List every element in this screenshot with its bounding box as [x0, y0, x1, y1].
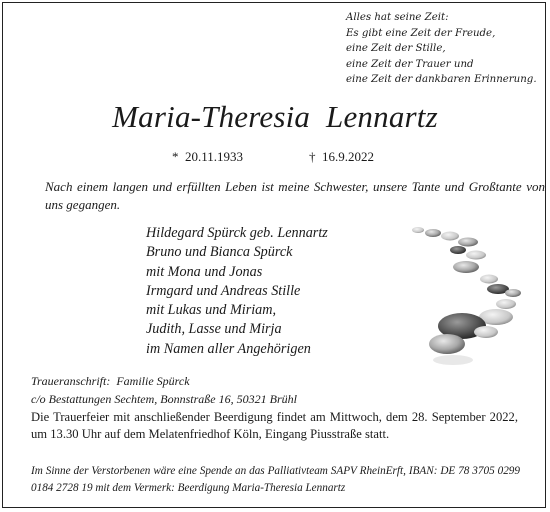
mourner-line: Judith, Lasse und Mirja — [146, 321, 282, 338]
poem-line: eine Zeit der Trauer und — [346, 58, 474, 70]
mourner-line: mit Mona und Jonas — [146, 263, 263, 280]
donation-text: Im Sinne der Verstorbenen wäre eine Spende an das Palliativteam SAPV RheinErft, IBAN: DE 78 3705 0299 0184 2728 19 mit dem Vermerk: Beerdigung Maria-Theresia Lennartz — [31, 465, 520, 494]
birth-date: * 20.11.1933 — [172, 149, 244, 164]
address-line: Traueranschrift: Familie Spürck — [31, 374, 190, 388]
death-date: † 16.9.2022 — [309, 149, 374, 164]
poem-line: eine Zeit der Stille, — [346, 43, 446, 54]
deceased-name: Maria-Theresia Lennartz — [112, 99, 438, 134]
mourner-line: Hildegard Spürck geb. Lennartz — [146, 225, 328, 241]
intro-text: Nach einem langen und erfüllten Leben ist meine Schwester, unsere Tante und Großtante von uns gegangen. — [45, 179, 545, 212]
mourner-line: Irmgard und Andreas Stille — [146, 282, 301, 299]
mourners-list — [146, 224, 328, 359]
poem-line: Es gibt eine Zeit der Freude, — [346, 27, 496, 39]
pebble-path-image — [400, 218, 535, 368]
poem-block — [346, 10, 537, 88]
mourner-line: mit Lukas und Miriam, — [146, 302, 277, 319]
mourner-line: im Namen aller Angehörigen — [146, 340, 311, 357]
poem-line: eine Zeit der dankbaren Erinnerung. — [346, 74, 537, 85]
mourner-line: Bruno und Bianca Spürck — [146, 244, 293, 261]
poem-line: Alles hat seine Zeit: — [346, 12, 449, 23]
address-block — [31, 372, 297, 408]
address-line: c/o Bestattungen Sechtem, Bonnstraße 16, 50321 Brühl — [31, 392, 297, 406]
funeral-text: Die Trauerfeier mit anschließender Beerdigung findet am Mittwoch, dem 28. September 2022, um 13.30 Uhr auf dem Melatenfriedhof Köln, Eingang Piusstraße statt. — [31, 410, 518, 441]
